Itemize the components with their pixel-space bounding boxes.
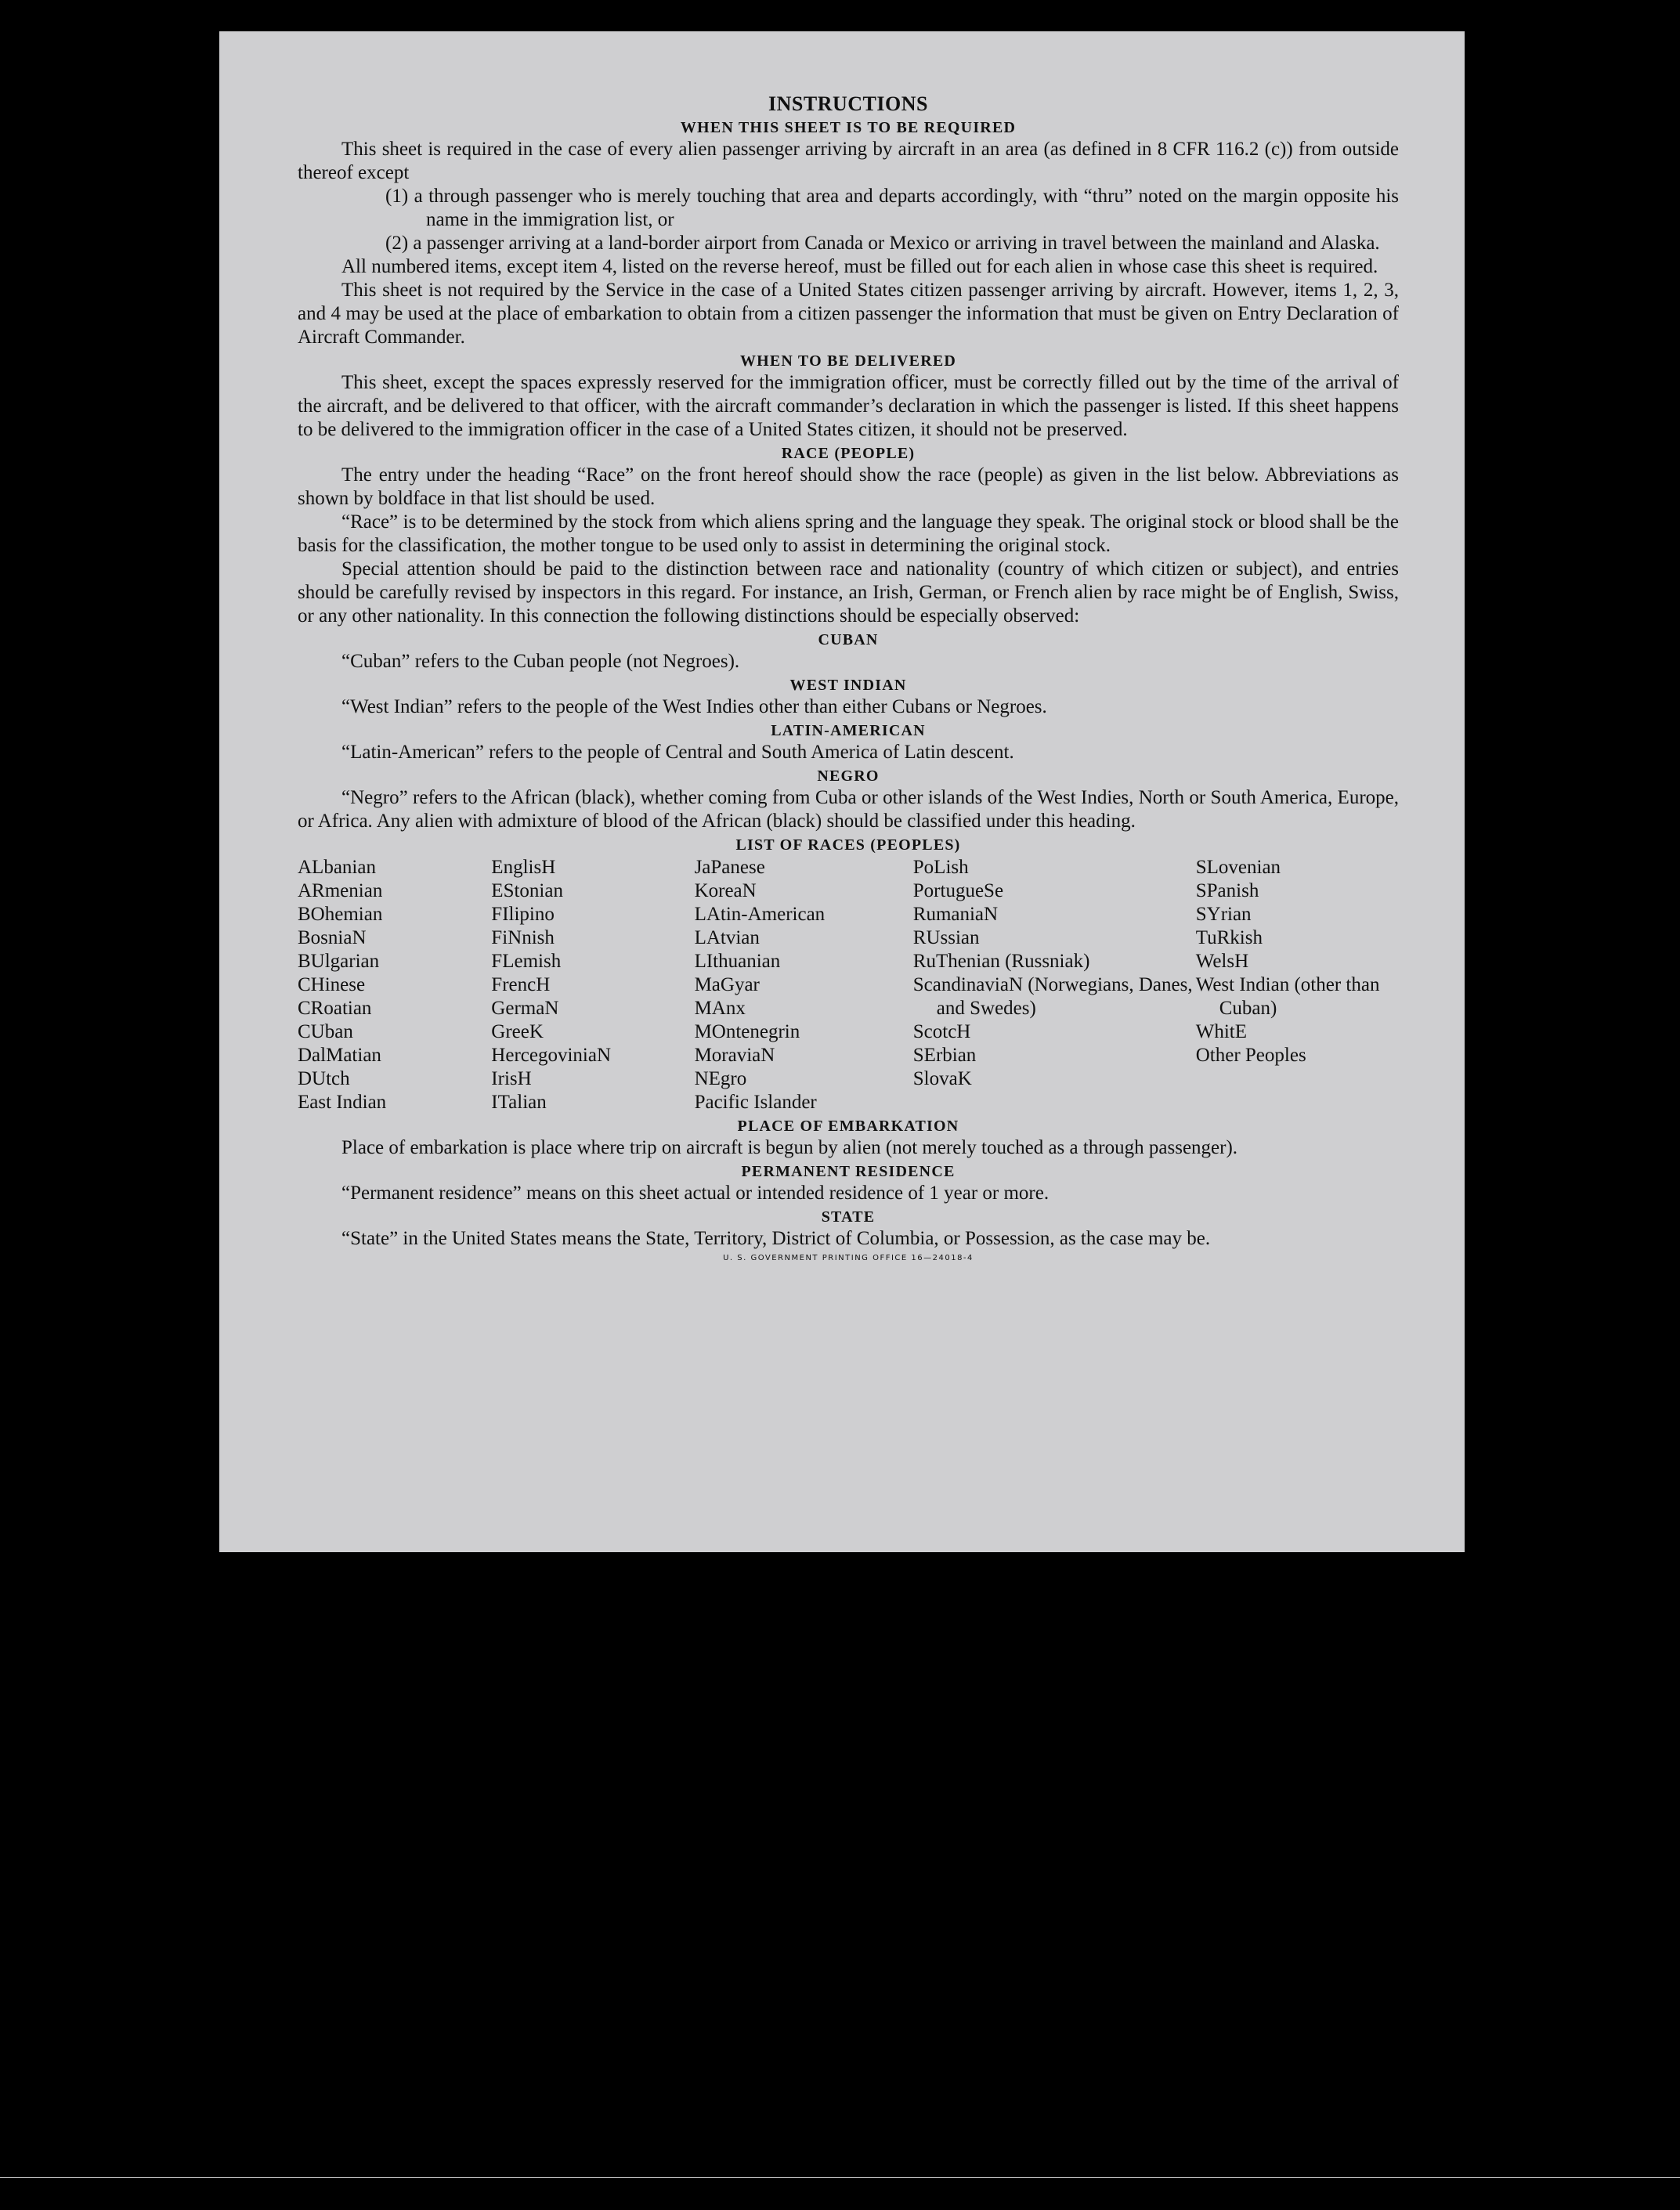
race-item: WelsH — [1195, 951, 1249, 972]
section-heading-west-indian: WEST INDIAN — [789, 677, 907, 694]
race-item: EStonian — [491, 880, 563, 901]
race-item: ARmenian — [298, 880, 383, 901]
race-item: FLemish — [491, 951, 562, 972]
race-item: BUlgarian — [298, 951, 380, 972]
race-column-1 — [298, 856, 491, 1114]
paragraph: “Race” is to be determined by the stock from which aliens spring and the language they speak. The original stock or blood shall be the basis for the classification, the mother tongue to be used only to assist in determining the original stock. — [298, 511, 1399, 556]
race-item: RumaniaN — [912, 904, 999, 925]
instruction-sheet — [219, 31, 1465, 1552]
section-heading-race: RACE (PEOPLE) — [781, 445, 916, 462]
race-item: HercegoviniaN — [491, 1045, 612, 1066]
race-column-2 — [491, 856, 694, 1114]
paragraph: All numbered items, except item 4, listed on the reverse hereof, must be filled out for each alien in whose case this sheet is required. — [341, 256, 1378, 277]
section-heading-latin-american: LATIN-AMERICAN — [771, 722, 926, 739]
race-item: WhitE — [1195, 1021, 1247, 1042]
race-item: CRoatian — [298, 998, 372, 1019]
race-item: JaPanese — [694, 857, 765, 878]
race-item: West Indian (other than Cuban) — [1195, 974, 1380, 1019]
race-item: ITalian — [491, 1092, 547, 1113]
race-item: BosniaN — [298, 927, 367, 948]
paragraph: This sheet is required in the case of every alien passenger arriving by aircraft in an area (as defined in 8 CFR 116.2 (c)) from outside thereof except — [298, 139, 1399, 183]
race-item: FIlipino — [491, 904, 555, 925]
section-heading-residence: PERMANENT RESIDENCE — [741, 1163, 956, 1180]
race-item: IrisH — [491, 1068, 532, 1089]
race-column-3 — [695, 856, 913, 1114]
race-item: ScandinaviaN (Norwegians, Danes, and Swedes) — [912, 974, 1193, 1019]
race-item: RuThenian (Russniak) — [912, 951, 1090, 972]
race-item: MaGyar — [694, 974, 760, 995]
race-item: GermaN — [491, 998, 559, 1019]
section-heading-required: WHEN THIS SHEET IS TO BE REQUIRED — [680, 119, 1017, 136]
race-item: RUssian — [912, 927, 980, 948]
printer-imprint: U. S. GOVERNMENT PRINTING OFFICE 16—24018-4 — [723, 1254, 974, 1262]
race-item: GreeK — [491, 1021, 544, 1042]
paragraph: This sheet is not required by the Service in the case of a United States citizen passenger arriving by aircraft. However, items 1, 2, 3, and 4 may be used at the place of embarkation to obtain from a citizen passenger the information that must be given on Entry Declaration of Aircraft Commander. — [298, 280, 1399, 348]
section-heading-list-of-races: LIST OF RACES (PEOPLES) — [735, 836, 961, 854]
race-column-4 — [913, 856, 1196, 1114]
race-item: East Indian — [298, 1092, 387, 1113]
paragraph: “Negro” refers to the African (black), whether coming from Cuba or other islands of the West Indies, North or South America, Europe, or Africa. Any alien with admixture of blood of the African (black) should be classified under this heading. — [298, 787, 1399, 832]
race-item: DalMatian — [298, 1045, 381, 1066]
section-heading-embarkation: PLACE OF EMBARKATION — [737, 1118, 959, 1135]
race-item: ALbanian — [298, 857, 376, 878]
race-item: DUtch — [298, 1068, 350, 1089]
race-item: NEgro — [694, 1068, 747, 1089]
race-item: BOhemian — [298, 904, 383, 925]
race-item: LAtvian — [694, 927, 760, 948]
paragraph: “Cuban” refers to the Cuban people (not Negroes). — [341, 651, 740, 672]
section-heading-negro: NEGRO — [817, 767, 880, 785]
race-item: SErbian — [912, 1045, 977, 1066]
paragraph: “State” in the United States means the State, Territory, District of Columbia, or Possession, as the case may be. — [341, 1228, 1211, 1249]
paragraph: “West Indian” refers to the people of the West Indies other than either Cubans or Negroes. — [341, 696, 1047, 717]
race-item: MoraviaN — [694, 1045, 775, 1066]
race-item: EnglisH — [491, 857, 556, 878]
race-item: SlovaK — [912, 1068, 972, 1089]
section-heading-state: STATE — [821, 1208, 876, 1226]
race-item: SYrian — [1195, 904, 1252, 925]
race-item: LAtin-American — [694, 904, 826, 925]
race-item: TuRkish — [1195, 927, 1263, 948]
list-item: (1) a through passenger who is merely touching that area and departs accordingly, with “thru” noted on the margin opposite his name in the immigration list, or — [385, 186, 1399, 230]
paragraph: This sheet, except the spaces expressly reserved for the immigration officer, must be correctly filled out by the time of the arrival of the aircraft, and be delivered to that officer, with the aircraft commander’s declaration in which the passenger is listed. If this sheet happens to be delivered to the immigration officer in the case of a United States citizen, it should not be preserved. — [298, 372, 1399, 440]
paragraph: Place of embarkation is place where trip on aircraft is begun by alien (not merely touched as a through passenger). — [341, 1137, 1238, 1158]
section-heading-cuban: CUBAN — [818, 631, 879, 648]
divider — [0, 2177, 1680, 2178]
section-heading-delivered: WHEN TO BE DELIVERED — [739, 352, 957, 370]
race-column-5 — [1196, 856, 1399, 1114]
race-item: CHinese — [298, 974, 366, 995]
race-item: LIthuanian — [694, 951, 781, 972]
page-title: INSTRUCTIONS — [768, 92, 928, 115]
race-item: PoLish — [912, 857, 969, 878]
race-item: FiNnish — [491, 927, 555, 948]
paragraph: “Permanent residence” means on this sheet actual or intended residence of 1 year or more. — [341, 1183, 1050, 1204]
race-item: PortugueSe — [912, 880, 1004, 901]
paragraph: “Latin-American” refers to the people of Central and South America of Latin descent. — [341, 742, 1014, 763]
race-item: KoreaN — [694, 880, 757, 901]
race-item: SPanish — [1195, 880, 1259, 901]
race-list — [298, 856, 1399, 1114]
list-item: (2) a passenger arriving at a land-border airport from Canada or Mexico or arriving in travel between the mainland and Alaska. — [385, 233, 1380, 254]
race-item: Other Peoples — [1195, 1045, 1306, 1066]
paragraph: Special attention should be paid to the distinction between race and nationality (country of which citizen or subject), and entries should be carefully revised by inspectors in this regard. For instance, an Irish, German, or French alien by race might be of English, Swiss, or any other nationality. In this connection the following distinctions should be especially observed: — [298, 558, 1399, 627]
race-item: FrencH — [491, 974, 551, 995]
race-item: MAnx — [694, 998, 746, 1019]
race-item: Pacific Islander — [694, 1092, 817, 1113]
race-item: SLovenian — [1195, 857, 1281, 878]
race-item: CUban — [298, 1021, 353, 1042]
race-item: MOntenegrin — [694, 1021, 800, 1042]
paragraph: The entry under the heading “Race” on the front hereof should show the race (people) as given in the list below. Abbreviations as shown by boldface in that list should be used. — [298, 464, 1399, 509]
race-item: ScotcH — [912, 1021, 971, 1042]
